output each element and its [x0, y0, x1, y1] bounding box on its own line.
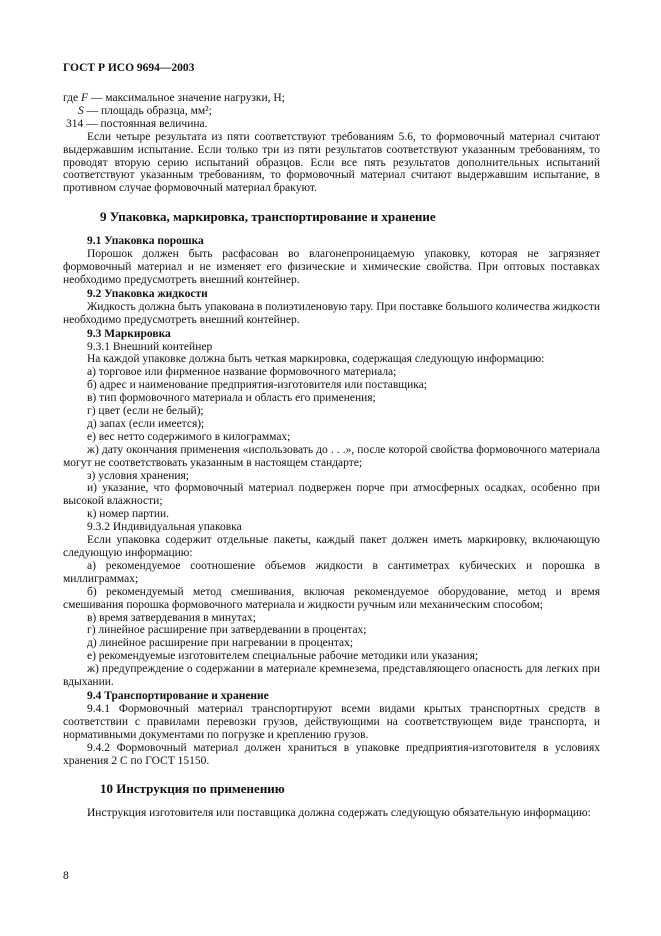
- list-item-package-v: в) время затвердевания в минутах;: [87, 611, 256, 624]
- definition-line-constant: 314 — постоянная величина.: [66, 117, 208, 130]
- paragraph-test-results: Если четыре результата из пяти соответствуют требованиям 5.6, то формовочный материал считают выдержавшим испытание. Если только три из пяти результатов соответствуют указанным требованиям, то проводят вторую серию испытаний образцов. Если все пять результатов дополнительных испытаний соответствуют указанным требованиям, то формовочный материал считают выдержавшим испытание, в противном случае формовочный материал бракуют.: [63, 130, 600, 195]
- paragraph-9-4-2: 9.4.2 Формовочный материал должен храниться в упаковке предприятия-изготовителя в условиях хранения 2 С по ГОСТ 15150.: [63, 741, 600, 767]
- paragraph-9-4-1: 9.4.1 Формовочный материал транспортируют всеми видами крытых транспортных средств в соответствии с правилами перевозки грузов, действующими на соответствующем виде транспорта, и нормативными документами по погрузке и креплению грузов.: [63, 702, 600, 741]
- variable-f: F: [80, 92, 89, 104]
- list-item-package-a: а) рекомендуемое соотношение объемов жидкости в сантиметрах кубических и порошка в миллиграммах;: [63, 559, 600, 585]
- clause-heading-9-3-1: 9.3.1 Внешний контейнер: [87, 340, 213, 353]
- list-item-marking-k: к) номер партии.: [87, 508, 170, 521]
- list-item-package-b: б) рекомендуемый метод смешивания, включая рекомендуемое оборудование, метод и время смешивания порошка формовочного материала и жидкости ручным или механическим способом;: [63, 585, 600, 611]
- paragraph-10-intro: Инструкция изготовителя или поставщика должна содержать следующую обязательную информацию:: [87, 807, 591, 820]
- variable-s: S: [78, 104, 84, 117]
- document-code-header: ГОСТ Р ИСО 9694—2003: [63, 62, 195, 74]
- subsection-heading-9-2: 9.2 Упаковка жидкости: [87, 287, 208, 300]
- document-body: [63, 92, 600, 820]
- definition-line-f: [63, 92, 600, 105]
- list-item-marking-zh: ж) дату окончания применения «использовать до . . .», после которой свойства формовочного материала могут не соответствовать указанным в настоящем стандарте;: [63, 443, 600, 469]
- paragraph-9-1: Порошок должен быть расфасован во влагонепроницаемую упаковку, которая не загрязняет формовочный материал и не изменяет его физические и химические свойства. При оптовых поставках необходимо предусмотреть внешний контейнер.: [63, 248, 600, 286]
- subsection-heading-9-4: 9.4 Транспортирование и хранение: [87, 689, 269, 702]
- list-item-package-zh: ж) предупреждение о содержании в материале кремнезема, представляющего опасность для легких при вдыхании.: [63, 663, 600, 689]
- list-item-marking-e: е) вес нетто содержимого в килограммах;: [87, 430, 291, 443]
- list-item-marking-b: б) адрес и наименование предприятия-изготовителя или поставщика;: [87, 379, 427, 392]
- definition-line-s: [78, 105, 600, 118]
- clause-heading-9-3-2: 9.3.2 Индивидуальная упаковка: [87, 521, 242, 534]
- section-heading-9: 9 Упаковка, маркировка, транспортирование и хранение: [100, 209, 436, 225]
- list-item-marking-z: з) условия хранения;: [87, 469, 189, 482]
- definition-f-text: — максимальное значение нагрузки, Н;: [88, 92, 285, 104]
- subsection-heading-9-1: 9.1 Упаковка порошка: [87, 235, 204, 248]
- page-number: 8: [63, 870, 69, 882]
- subsection-heading-9-3: 9.3 Маркировка: [87, 327, 171, 340]
- list-item-marking-v: в) тип формовочного материала и область его применения;: [87, 392, 376, 405]
- list-item-package-e: е) рекомендуемые изготовителем специальные рабочие методики или указания;: [87, 650, 479, 663]
- paragraph-9-3-1-intro: На каждой упаковке должна быть четкая маркировка, содержащая следующую информацию:: [87, 353, 545, 366]
- list-item-marking-i: и) указание, что формовочный материал подвержен порче при атмосферных осадках, особенно при высокой влажности;: [63, 482, 600, 508]
- list-item-package-g: г) линейное расширение при затвердевании в процентах;: [87, 624, 367, 637]
- definition-where-label: где: [63, 92, 81, 104]
- list-item-package-d: д) линейное расширение при нагревании в процентах;: [87, 637, 354, 650]
- list-item-marking-g: г) цвет (если не белый);: [87, 405, 204, 418]
- section-heading-10: 10 Инструкция по применению: [100, 781, 285, 797]
- definition-s-text: — площадь образца, мм²;: [83, 104, 212, 117]
- paragraph-9-2: Жидкость должна быть упакована в полиэтиленовую тару. При поставке большого количества жидкости необходимо предусмотреть внешний контейнер.: [63, 300, 600, 326]
- paragraph-9-3-2-intro: Если упаковка содержит отдельные пакеты, каждый пакет должен иметь маркировку, включающую следующую информацию:: [63, 534, 600, 559]
- list-item-marking-d: д) запах (если имеется);: [87, 417, 205, 430]
- list-item-marking-a: а) торговое или фирменное название формовочного материала;: [87, 366, 397, 379]
